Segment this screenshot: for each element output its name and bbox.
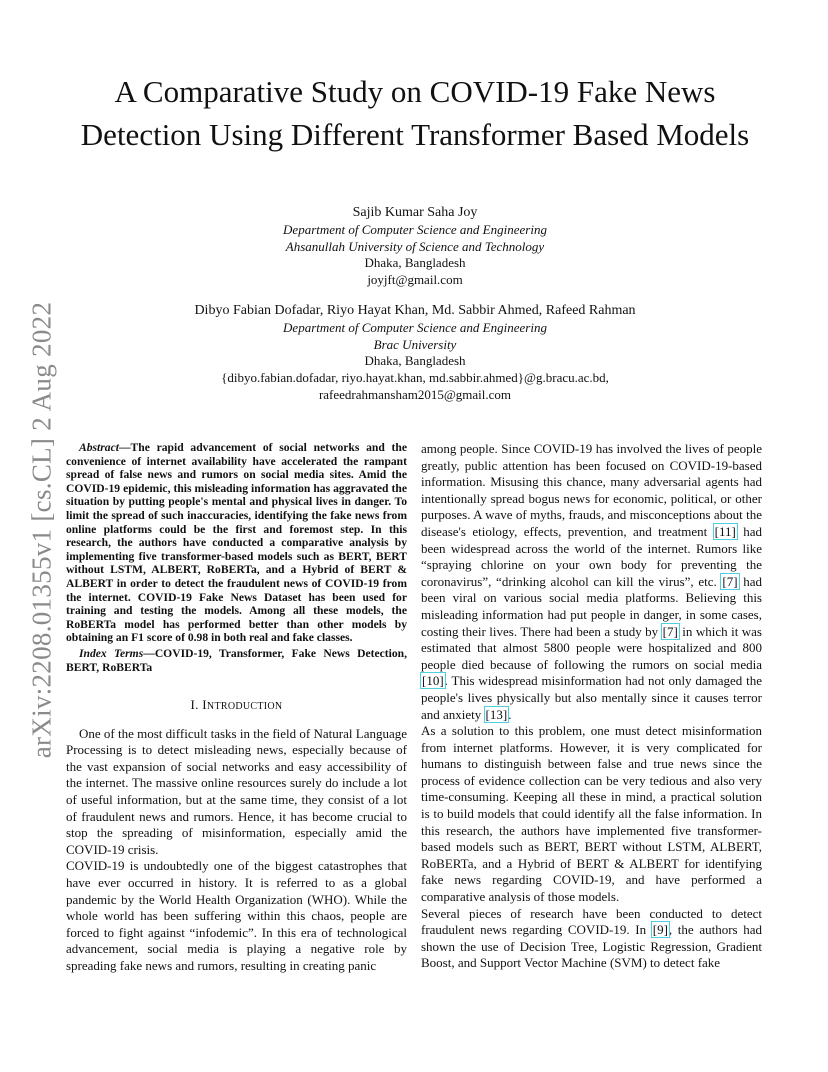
author-block-2	[80, 303, 750, 404]
author-block-1	[80, 205, 750, 289]
author-email: joyjft@gmail.com	[367, 272, 463, 288]
paragraph-text: Several pieces of research have been conducted to detect fraudulent news regarding COVID-19. In	[421, 905, 762, 938]
author-department: Department of Computer Science and Engineering	[283, 221, 547, 237]
section-heading-introduction	[66, 697, 407, 716]
paragraph-text: , the authors had shown the use of Decision Tree, Logistic Regression, Gradient Boost, and Support Vector Machine (SVM) to detect fake	[421, 922, 762, 971]
author-names: Dibyo Fabian Dofadar, Riyo Hayat Khan, Md. Sabbir Ahmed, Rafeed Rahman	[194, 303, 636, 318]
citation-link-9[interactable]: [9]	[652, 922, 668, 938]
arxiv-identifier-text: arXiv:2208.01355v1 [cs.CL] 2 Aug 2022	[26, 301, 57, 759]
author-name: Sajib Kumar Saha Joy	[352, 205, 478, 220]
left-column	[66, 441, 407, 975]
citation-link-13[interactable]: [13]	[485, 706, 508, 722]
intro-paragraph-3	[421, 441, 762, 723]
author-institution: Ahsanullah University of Science and Technology	[285, 238, 545, 254]
abstract-label: Abstract	[79, 441, 119, 454]
section-number: I.	[190, 697, 199, 713]
citation-link-7[interactable]: [7]	[722, 573, 738, 589]
intro-paragraph-5	[421, 906, 762, 972]
author-department: Department of Computer Science and Engineering	[283, 319, 547, 335]
intro-paragraph-1: One of the most difficult tasks in the field of Natural Language Processing is to detect misleading news, especially because of the vast expansion of social networks and easy accessibility of the internet. The massive online resources surely do include a lot of useful information, but at the same time, they consist of a lot of fraudulent news and rumors. Hence, it has become crucial to stop the spreading of misinformation, especially amid the COVID-19 crisis.	[66, 725, 407, 857]
intro-paragraph-2: COVID-19 is undoubtedly one of the biggest catastrophes that have ever occurred in history. It is referred to as a global pandemic by the World Health Organization (WHO). While the whole world has been suffering within this chaos, people are forced to fight against “infodemic”. In this era of technological advancement, social media is playing a negative role by spreading fake news and rumors, resulting in creating panic	[66, 858, 407, 973]
paragraph-text: had been viral on various social media platforms. Believing this misleading information had put people in danger, in some cases, costing their lives. There had been a study by	[421, 573, 763, 639]
index-terms-label: Index Terms	[79, 646, 144, 660]
abstract-text: —The rapid advancement of social networks and the convenience of internet availability have accelerated the rampant spread of false news and rumors on social media sites. Amid the COVID-19 epidemic, this misleading information has aggravated the situation by putting people's mental and physical lives in danger. To limit the spread of such inaccuracies, identifying the fake news from online platforms could be the first and foremost step. In this research, the authors have conducted a comparative analysis by implementing five transformer-based models such as BERT, BERT without LSTM, ALBERT, RoBERTa, and a Hybrid of BERT & ALBERT in order to detect the fraudulent news of COVID-19 from the internet. COVID-19 Fake News Dataset has been used for training and testing the models. Among all these models, the RoBERTa model has performed better than other models by obtaining an F1 score of 0.98 in both real and fake classes.	[66, 441, 407, 645]
paper-title: A Comparative Study on COVID-19 Fake News Detection Using Different Transformer Based Models	[80, 74, 750, 152]
right-column	[421, 441, 762, 972]
author-emails-line-2: rafeedrahmansham2015@gmail.com	[318, 386, 512, 402]
author-emails-line-1: {dibyo.fabian.dofadar, riyo.hayat.khan, md.sabbir.ahmed}@g.bracu.ac.bd,	[221, 370, 609, 386]
paragraph-text: among people. Since COVID-19 has involved the lives of people greatly, public attention has been focused on COVID-19-based information. Misusing this chance, many adversarial agents had intentionally spread bogus news for economic, political, or other purposes. A wave of myths, frauds, and misconceptions about the disease's etiology, effects, prevention, and treatment	[421, 441, 762, 539]
paragraph-text: .	[508, 706, 512, 722]
paragraph-text: had been widespread across the world of the internet. Rumors like “spraying chlorine on your own body for preventing the coronavirus”, “drinking alcohol can kill the virus”, etc.	[421, 523, 762, 589]
citation-link-11[interactable]: [11]	[714, 523, 736, 539]
index-terms	[66, 647, 407, 674]
author-institution: Brac University	[373, 336, 457, 352]
author-location: Dhaka, Bangladesh	[364, 255, 466, 271]
section-title-rest: NTRODUCTION	[206, 701, 283, 713]
section-title-initial: I	[202, 697, 207, 713]
author-location: Dhaka, Bangladesh	[364, 353, 466, 369]
arxiv-identifier-stamp	[22, 290, 62, 770]
paragraph-text: in which it was estimated that almost 5800 people were hospitalized and 800 people died because of following the rumors on social media	[421, 623, 762, 672]
citation-link-10[interactable]: [10]	[422, 673, 444, 689]
intro-paragraph-4: As a solution to this problem, one must detect misinformation from internet platforms. However, it is very complicated for humans to distinguish between false and true news since the process of evidence collection can be very tedious and also very time-consuming. Keeping all these in mind, a practical solution is to build models that could identify all the false information. In this research, the authors have implemented five transformer-based models such as BERT, BERT without LSTM, ALBERT, RoBERTa, and a Hybrid of BERT & ALBERT for identifying fake news regarding COVID-19, and have performed a comparative analysis of those models.	[421, 723, 762, 905]
paragraph-text: . This widespread misinformation had not only damaged the people's lives physically but also mentally since it causes terror and anxiety	[421, 673, 762, 722]
abstract	[66, 441, 407, 645]
citation-link-7[interactable]: [7]	[662, 623, 678, 639]
index-terms-text: —COVID-19, Transformer, Fake News Detection, BERT, RoBERTa	[66, 646, 407, 674]
